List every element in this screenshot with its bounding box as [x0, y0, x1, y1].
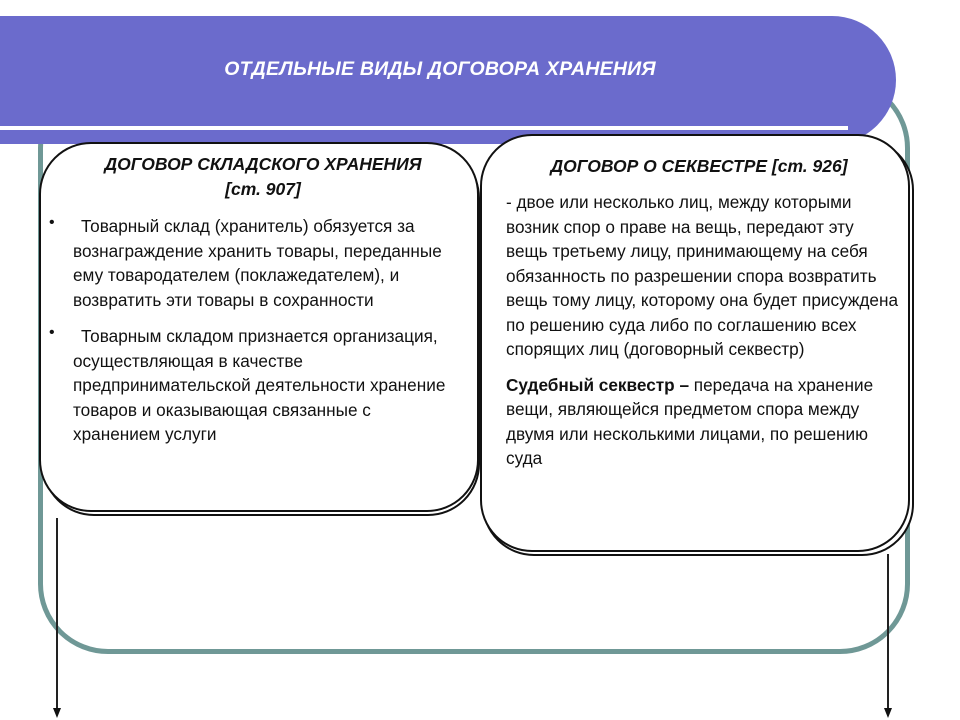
bullet-text: Товарным складом признается организация, осуществляющая в качестве предпринимательской деятельности хранение товаров и оказывающая связанные с хранением услуги [73, 326, 446, 444]
right-box-title: ДОГОВОР О СЕКВЕСТРЕ [ст. 926] [550, 156, 848, 176]
left-box-title-line1: ДОГОВОР СКЛАДСКОГО ХРАНЕНИЯ [104, 154, 422, 174]
right-arrow-line [887, 554, 889, 710]
judicial-sequester [506, 373, 900, 471]
left-box-article-ref: [ст. 907] [225, 179, 301, 199]
right-box [480, 134, 910, 552]
contractual-sequester-text: - двое или несколько лиц, между которыми возник спор о праве на вещь, передают эту вещь третьему лицу, принимающему на себя обязанность по разрешении спора возвратить вещь тому лицу, которому она будет присуждена по решению суда либо по соглашению всех спорящих лиц (договорный секвестр) [506, 192, 899, 359]
right-arrow-head [884, 708, 892, 718]
judicial-sequester-term: Судебный секвестр – [506, 374, 690, 395]
left-arrow-head [53, 708, 61, 718]
bullet-icon: • [49, 324, 55, 341]
left-box [39, 142, 479, 512]
left-arrow-line [56, 518, 58, 710]
bullet-icon: • [49, 214, 55, 231]
judicial-sequester-text: передача на хранение вещи, являющейся предметом спора между двумя или несколькими лицами, по решению суда [506, 374, 874, 468]
title-divider [0, 126, 848, 130]
bullet-item [49, 214, 459, 312]
bullet-text: Товарный склад (хранитель) обязуется за вознаграждение хранить товары, переданные ему товародателем (поклажедателем), и возвратить эти товары в сохранности [73, 216, 442, 310]
page-title: ОТДЕЛЬНЫЕ ВИДЫ ДОГОВОРА ХРАНЕНИЯ [224, 58, 656, 80]
bullet-item [49, 324, 459, 447]
left-box-title [67, 152, 459, 202]
